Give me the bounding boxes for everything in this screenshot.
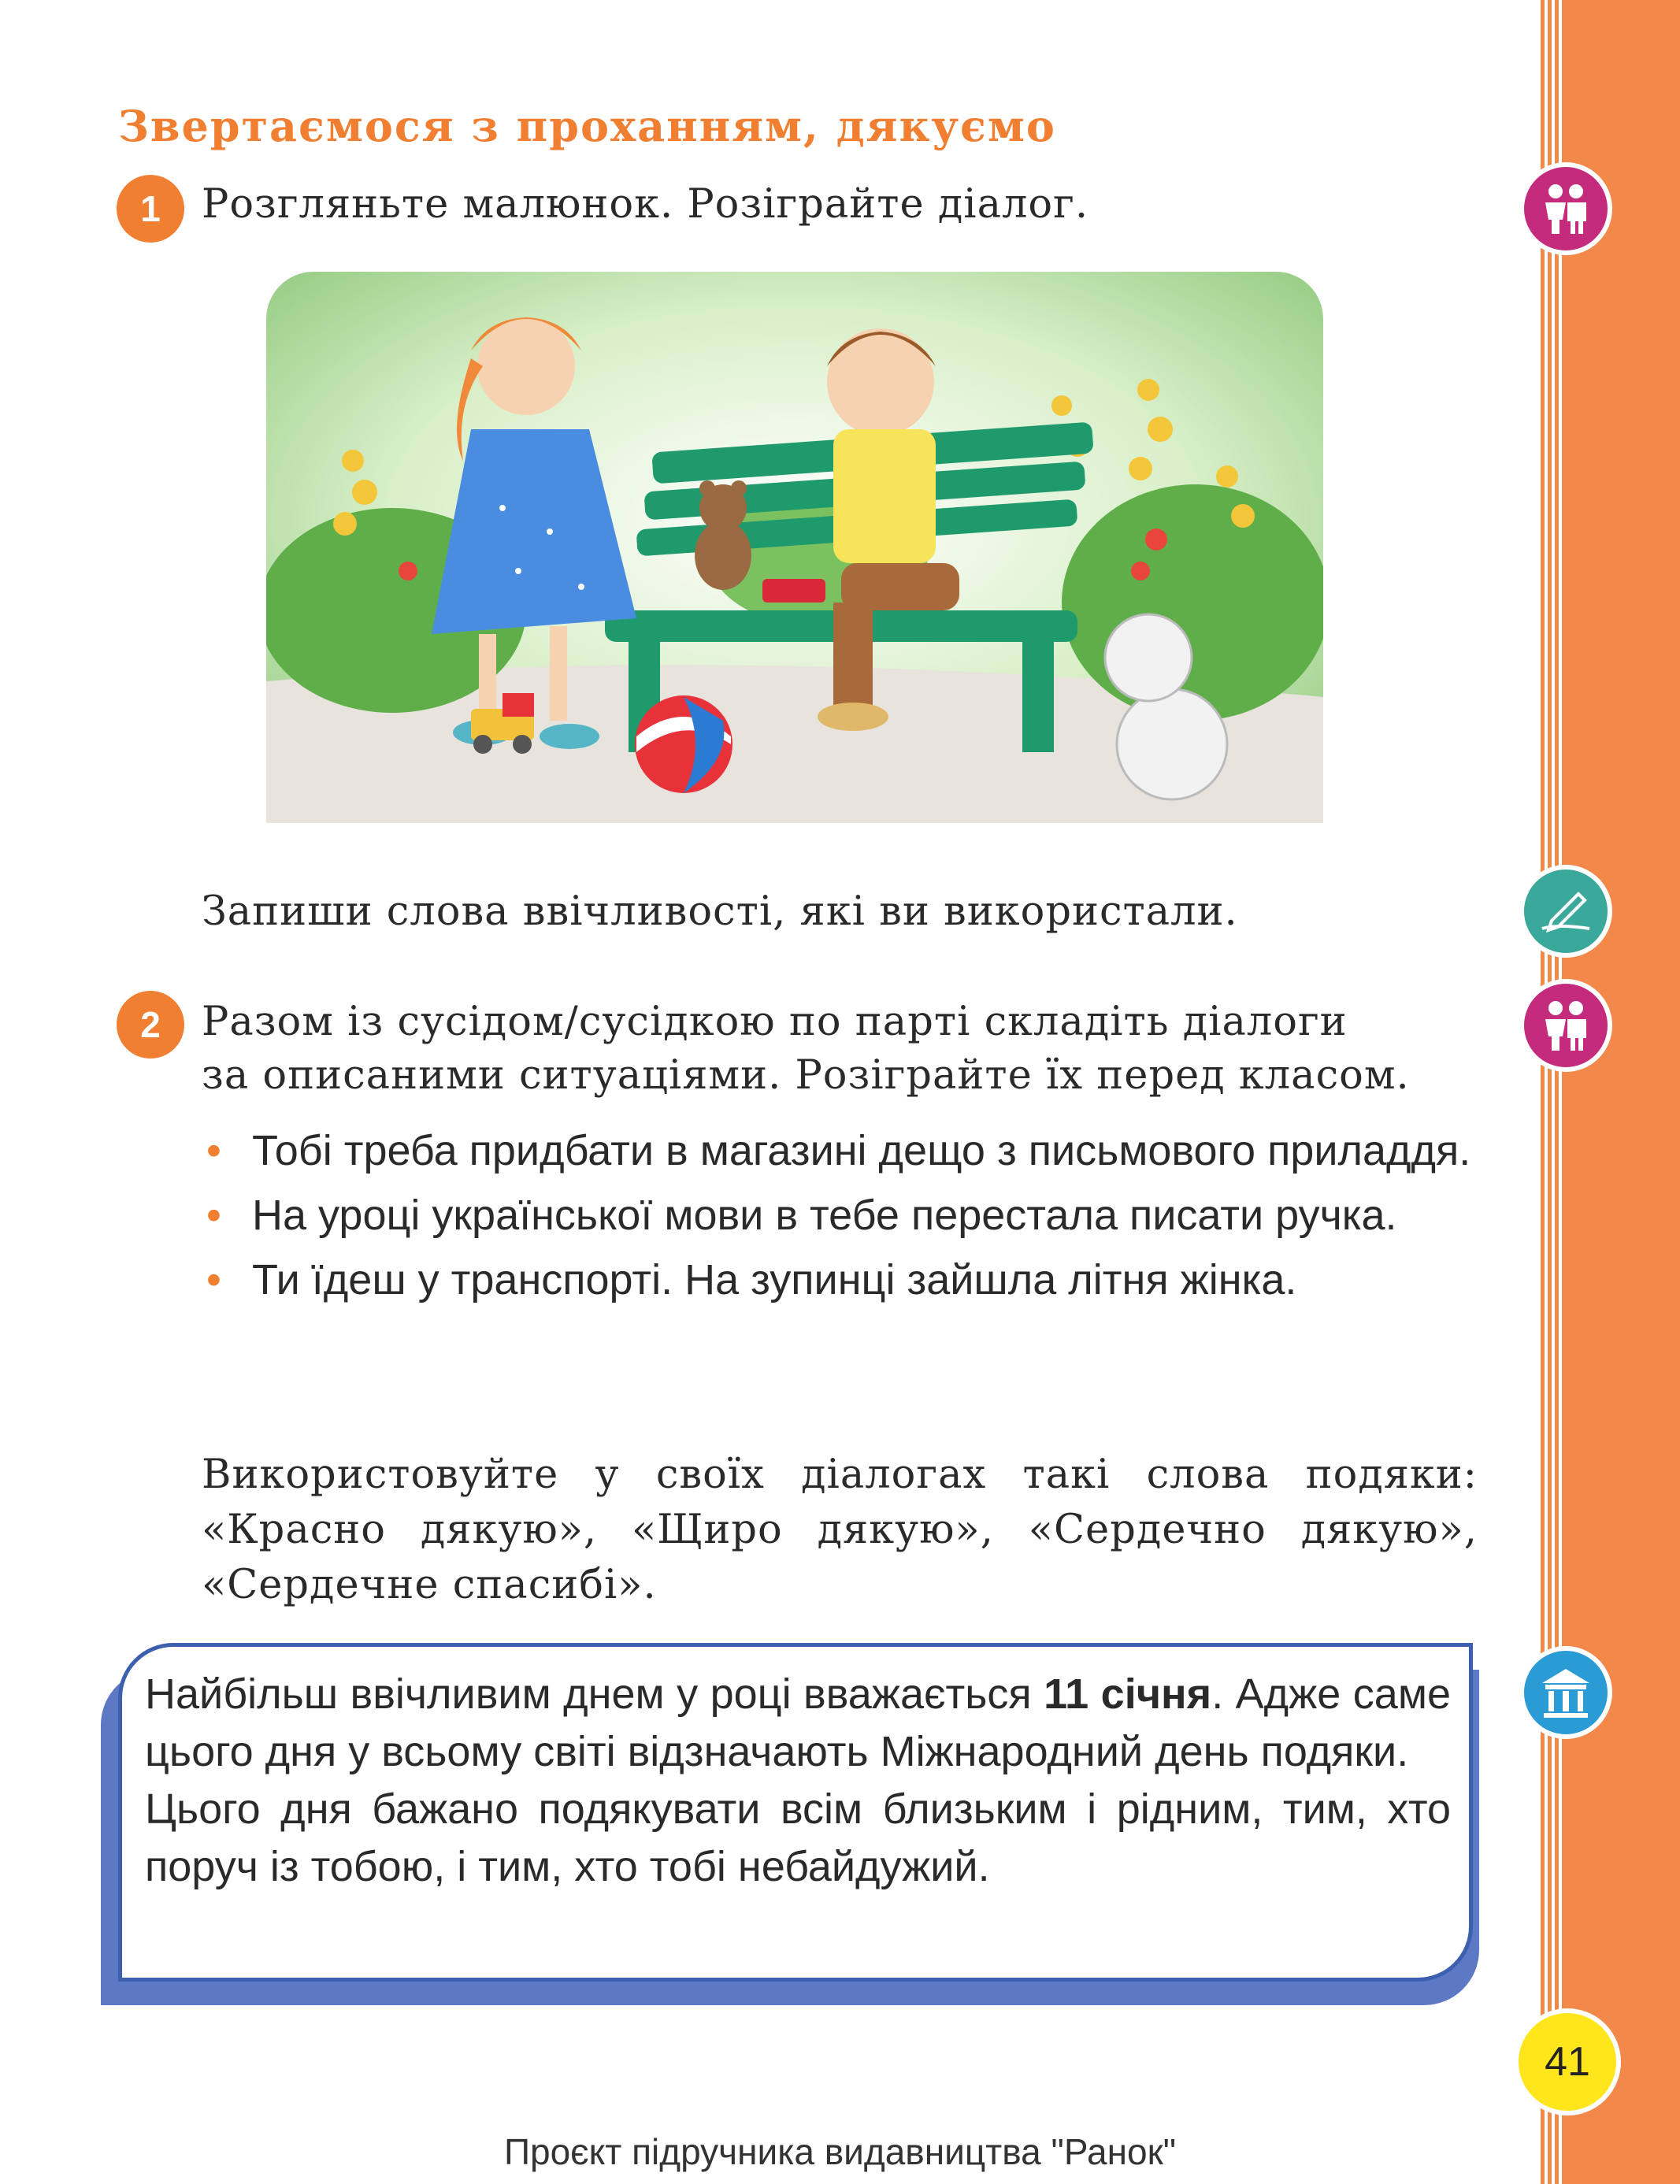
info-date-bold: 11 січня	[1044, 1670, 1212, 1718]
bullet-icon: •	[206, 1192, 221, 1239]
task1-instruction: Розгляньте малюнок. Розіграйте діалог.	[202, 181, 1089, 228]
info-paragraph	[145, 1666, 1451, 1781]
edge-orange-band	[1563, 0, 1680, 2184]
info-text: Найбільш ввічливим днем у році вважається	[145, 1670, 1044, 1718]
edge-stripes	[1541, 0, 1563, 2184]
usage-line: «Сердечне спасибі».	[202, 1562, 657, 1608]
info-text: . Адже саме цього дня у всьому світі відзначають Міжнародний день подяки.	[145, 1670, 1451, 1775]
info-box-text	[145, 1666, 1451, 1896]
ball	[635, 695, 732, 793]
pair-work-icon	[1519, 162, 1612, 255]
list-item	[206, 1187, 1482, 1244]
page-number: 41	[1514, 2008, 1621, 2115]
task2-instruction-line1: Разом із сусідом/сусідкою по парті складіть діалоги	[202, 999, 1348, 1045]
list-item	[206, 1251, 1482, 1308]
list-item-text: На уроці української мови в тебе перестала писати ручка.	[252, 1192, 1397, 1239]
section-heading: Звертаємося з проханням, дякуємо	[118, 101, 1056, 151]
pair-work-icon	[1519, 979, 1612, 1072]
usage-line: Використовуйте у своїх діалогах такі слова подяки:	[202, 1452, 1478, 1498]
bullet-icon: •	[206, 1256, 221, 1303]
task2-instruction-line2: за описаними ситуаціями. Розіграйте їх перед класом.	[202, 1052, 1410, 1099]
info-paragraph: Цього дня бажано подякувати всім близьким і рідним, тим, хто поруч із тобою, і тим, хто тобі небайдужий.	[145, 1785, 1451, 1890]
task-number-badge: 2	[117, 991, 184, 1059]
teddy-bear	[695, 480, 751, 590]
usage-line: «Красно дякую», «Щиро дякую», «Сердечно дякую»,	[202, 1507, 1478, 1553]
illustration-children-on-bench	[266, 272, 1323, 823]
task-number-badge: 1	[117, 175, 184, 243]
thanks-words-paragraph	[202, 1448, 1478, 1613]
publisher-footer: Проєкт підручника видавництва "Ранок"	[503, 2131, 1177, 2172]
list-item-text: Тобі треба придбати в магазині дещо з письмового приладдя.	[252, 1127, 1471, 1174]
list-item-text: Ти їдеш у транспорті. На зупинці зайшла літня жінка.	[252, 1256, 1297, 1303]
situation-list	[206, 1122, 1482, 1316]
write-prompt: Запиши слова ввічливості, які ви використали.	[202, 888, 1238, 935]
writing-icon	[1519, 865, 1612, 958]
info-icon	[1519, 1646, 1612, 1739]
page-edge-decoration	[1541, 0, 1680, 2184]
bullet-icon: •	[206, 1127, 221, 1174]
list-item	[206, 1122, 1482, 1179]
